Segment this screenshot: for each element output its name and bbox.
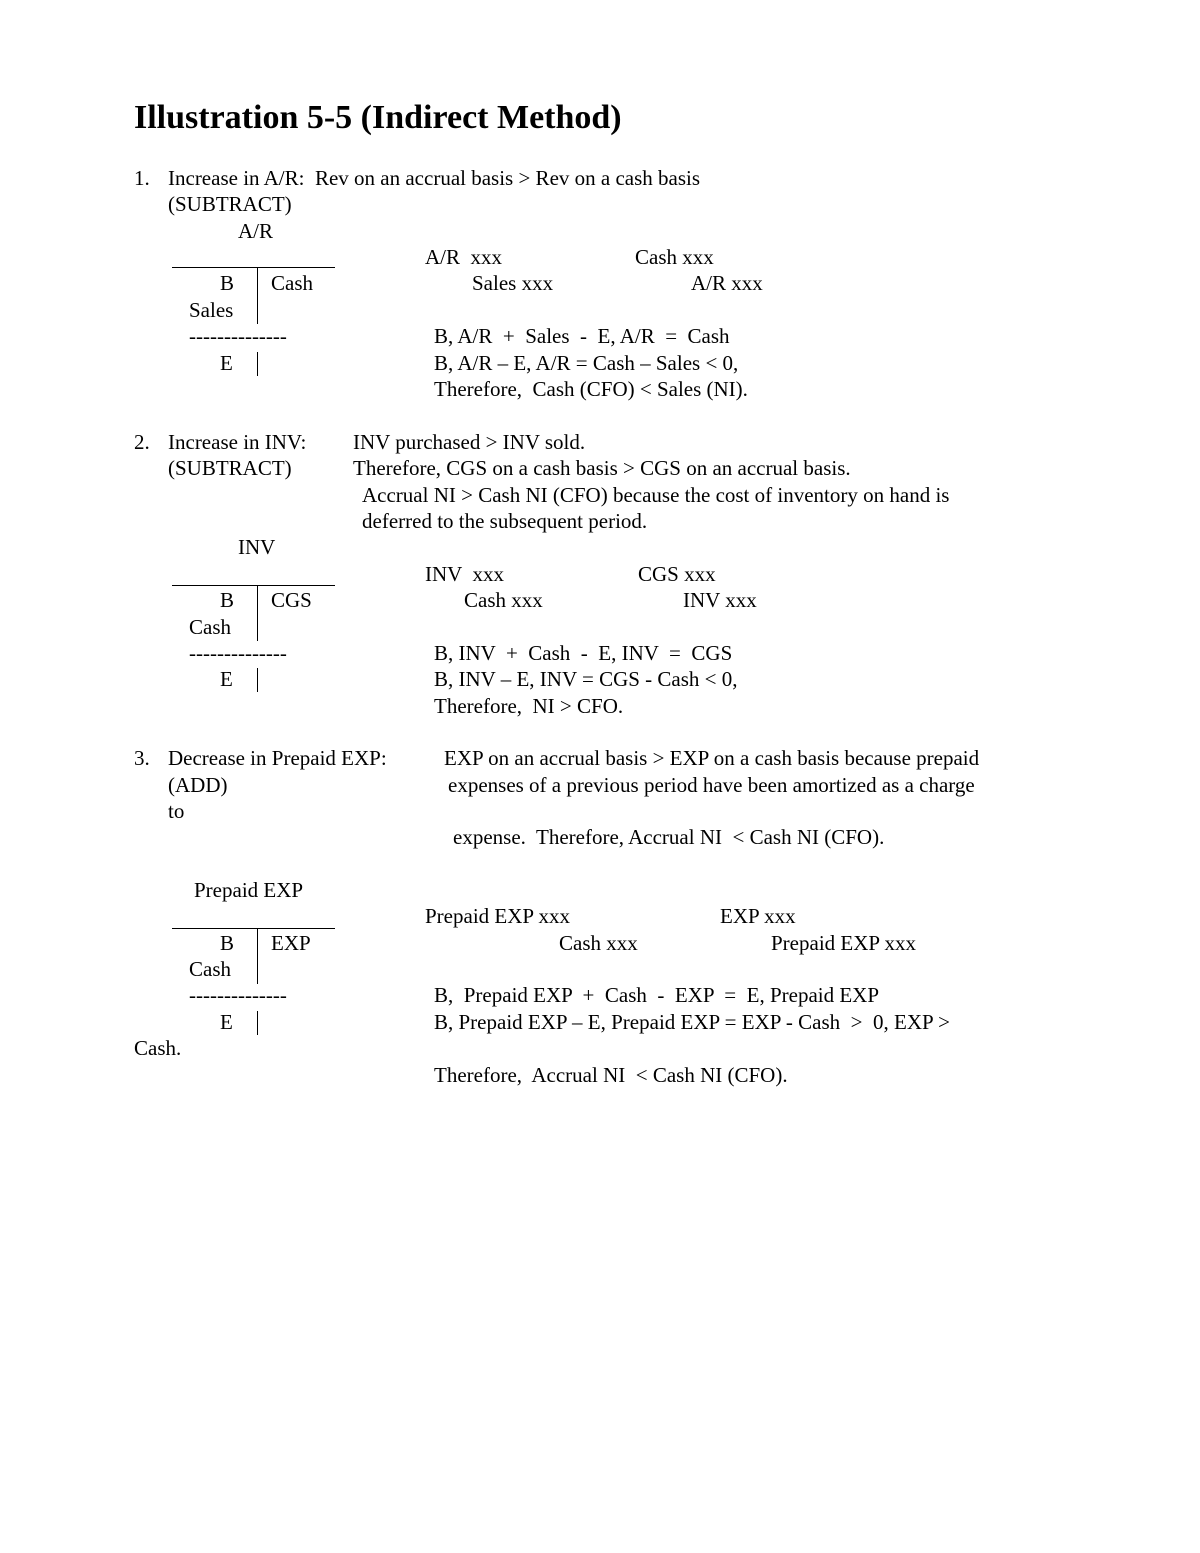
t-account-dashes: -------------- <box>189 983 287 1007</box>
t-account-dashes: -------------- <box>189 641 287 665</box>
journal-debit: Cash xxx <box>635 245 714 269</box>
journal-credit: A/R xxx <box>691 271 763 295</box>
conclusion-line: Therefore, NI > CFO. <box>434 694 624 718</box>
item-explanation: Therefore, CGS on a cash basis > CGS on an accrual basis. <box>353 456 851 480</box>
journal-debit: INV xxx <box>425 562 504 586</box>
page-title: Illustration 5-5 (Indirect Method) <box>134 99 622 136</box>
equation-line: B, INV – E, INV = CGS - Cash < 0, <box>434 667 738 691</box>
item-adjustment: (SUBTRACT) <box>168 192 292 216</box>
t-account-ending-label: E <box>220 667 233 691</box>
journal-debit: A/R xxx <box>425 245 503 269</box>
t-account-left-label: B <box>220 588 235 612</box>
t-account-ending-label: E <box>220 351 233 375</box>
item-explanation: INV purchased > INV sold. <box>353 430 586 454</box>
journal-credit: Cash xxx <box>464 588 543 612</box>
journal-debit: Prepaid EXP xxx <box>425 904 571 928</box>
t-account-ending-label: E <box>220 1010 233 1034</box>
item-adjustment: (SUBTRACT) <box>168 456 292 480</box>
journal-debit: EXP xxx <box>720 904 796 928</box>
journal-debit: CGS xxx <box>638 562 716 586</box>
t-account-left-entry: Cash <box>189 957 231 981</box>
t-account-left-entry: Sales <box>189 298 234 322</box>
t-account-left-entry: Cash <box>189 615 231 639</box>
equation-line: B, A/R + Sales - E, A/R = Cash <box>434 324 730 348</box>
item-explanation: deferred to the subsequent period. <box>362 509 648 533</box>
t-account-divider <box>257 586 258 641</box>
item-number: 2. <box>134 430 150 454</box>
equation-line: B, INV + Cash - E, INV = CGS <box>434 641 733 665</box>
item-explanation: Accrual NI > Cash NI (CFO) because the cost of inventory on hand is <box>362 483 950 507</box>
equation-line: B, Prepaid EXP + Cash - EXP = E, Prepaid EXP <box>434 983 880 1007</box>
t-account-left-label: B <box>220 931 235 955</box>
conclusion-line: Therefore, Cash (CFO) < Sales (NI). <box>434 377 748 401</box>
item-heading: Increase in INV: <box>168 430 307 454</box>
journal-credit: Cash xxx <box>559 931 638 955</box>
item-heading: Decrease in Prepaid EXP: <box>168 746 387 770</box>
item-explanation: EXP on an accrual basis > EXP on a cash basis because prepaid <box>444 746 980 770</box>
t-account-title: Prepaid EXP <box>194 878 304 902</box>
t-account-right-label: EXP <box>271 931 311 955</box>
t-account-top-rule <box>172 928 335 929</box>
t-account-ending-divider <box>257 352 258 376</box>
item-explanation: expenses of a previous period have been amortized as a charge <box>448 773 975 797</box>
t-account-title: A/R <box>238 219 274 243</box>
journal-credit: Sales xxx <box>472 271 554 295</box>
t-account-dashes: -------------- <box>189 324 287 348</box>
journal-credit: Prepaid EXP xxx <box>771 931 917 955</box>
item-number: 3. <box>134 746 150 770</box>
t-account-title: INV <box>238 535 276 559</box>
t-account-top-rule <box>172 267 335 268</box>
conclusion-line: Therefore, Accrual NI < Cash NI (CFO). <box>434 1063 788 1087</box>
t-account-ending-divider <box>257 1011 258 1035</box>
t-account-divider <box>257 268 258 324</box>
item-adjustment: (ADD) <box>168 773 228 797</box>
t-account-divider <box>257 929 258 984</box>
t-account-ending-divider <box>257 668 258 692</box>
t-account-right-label: Cash <box>271 271 313 295</box>
equation-line: B, Prepaid EXP – E, Prepaid EXP = EXP - Cash > 0, EXP > <box>434 1010 950 1034</box>
t-account-top-rule <box>172 585 335 586</box>
item-heading: Increase in A/R: Rev on an accrual basis > Rev on a cash basis <box>168 166 701 190</box>
item-explanation: expense. Therefore, Accrual NI < Cash NI (CFO). <box>453 825 885 849</box>
equation-line: Cash. <box>134 1036 182 1060</box>
t-account-right-label: CGS <box>271 588 312 612</box>
item-explanation: to <box>168 799 185 823</box>
equation-line: B, A/R – E, A/R = Cash – Sales < 0, <box>434 351 739 375</box>
journal-credit: INV xxx <box>683 588 757 612</box>
t-account-left-label: B <box>220 271 235 295</box>
item-number: 1. <box>134 166 150 190</box>
